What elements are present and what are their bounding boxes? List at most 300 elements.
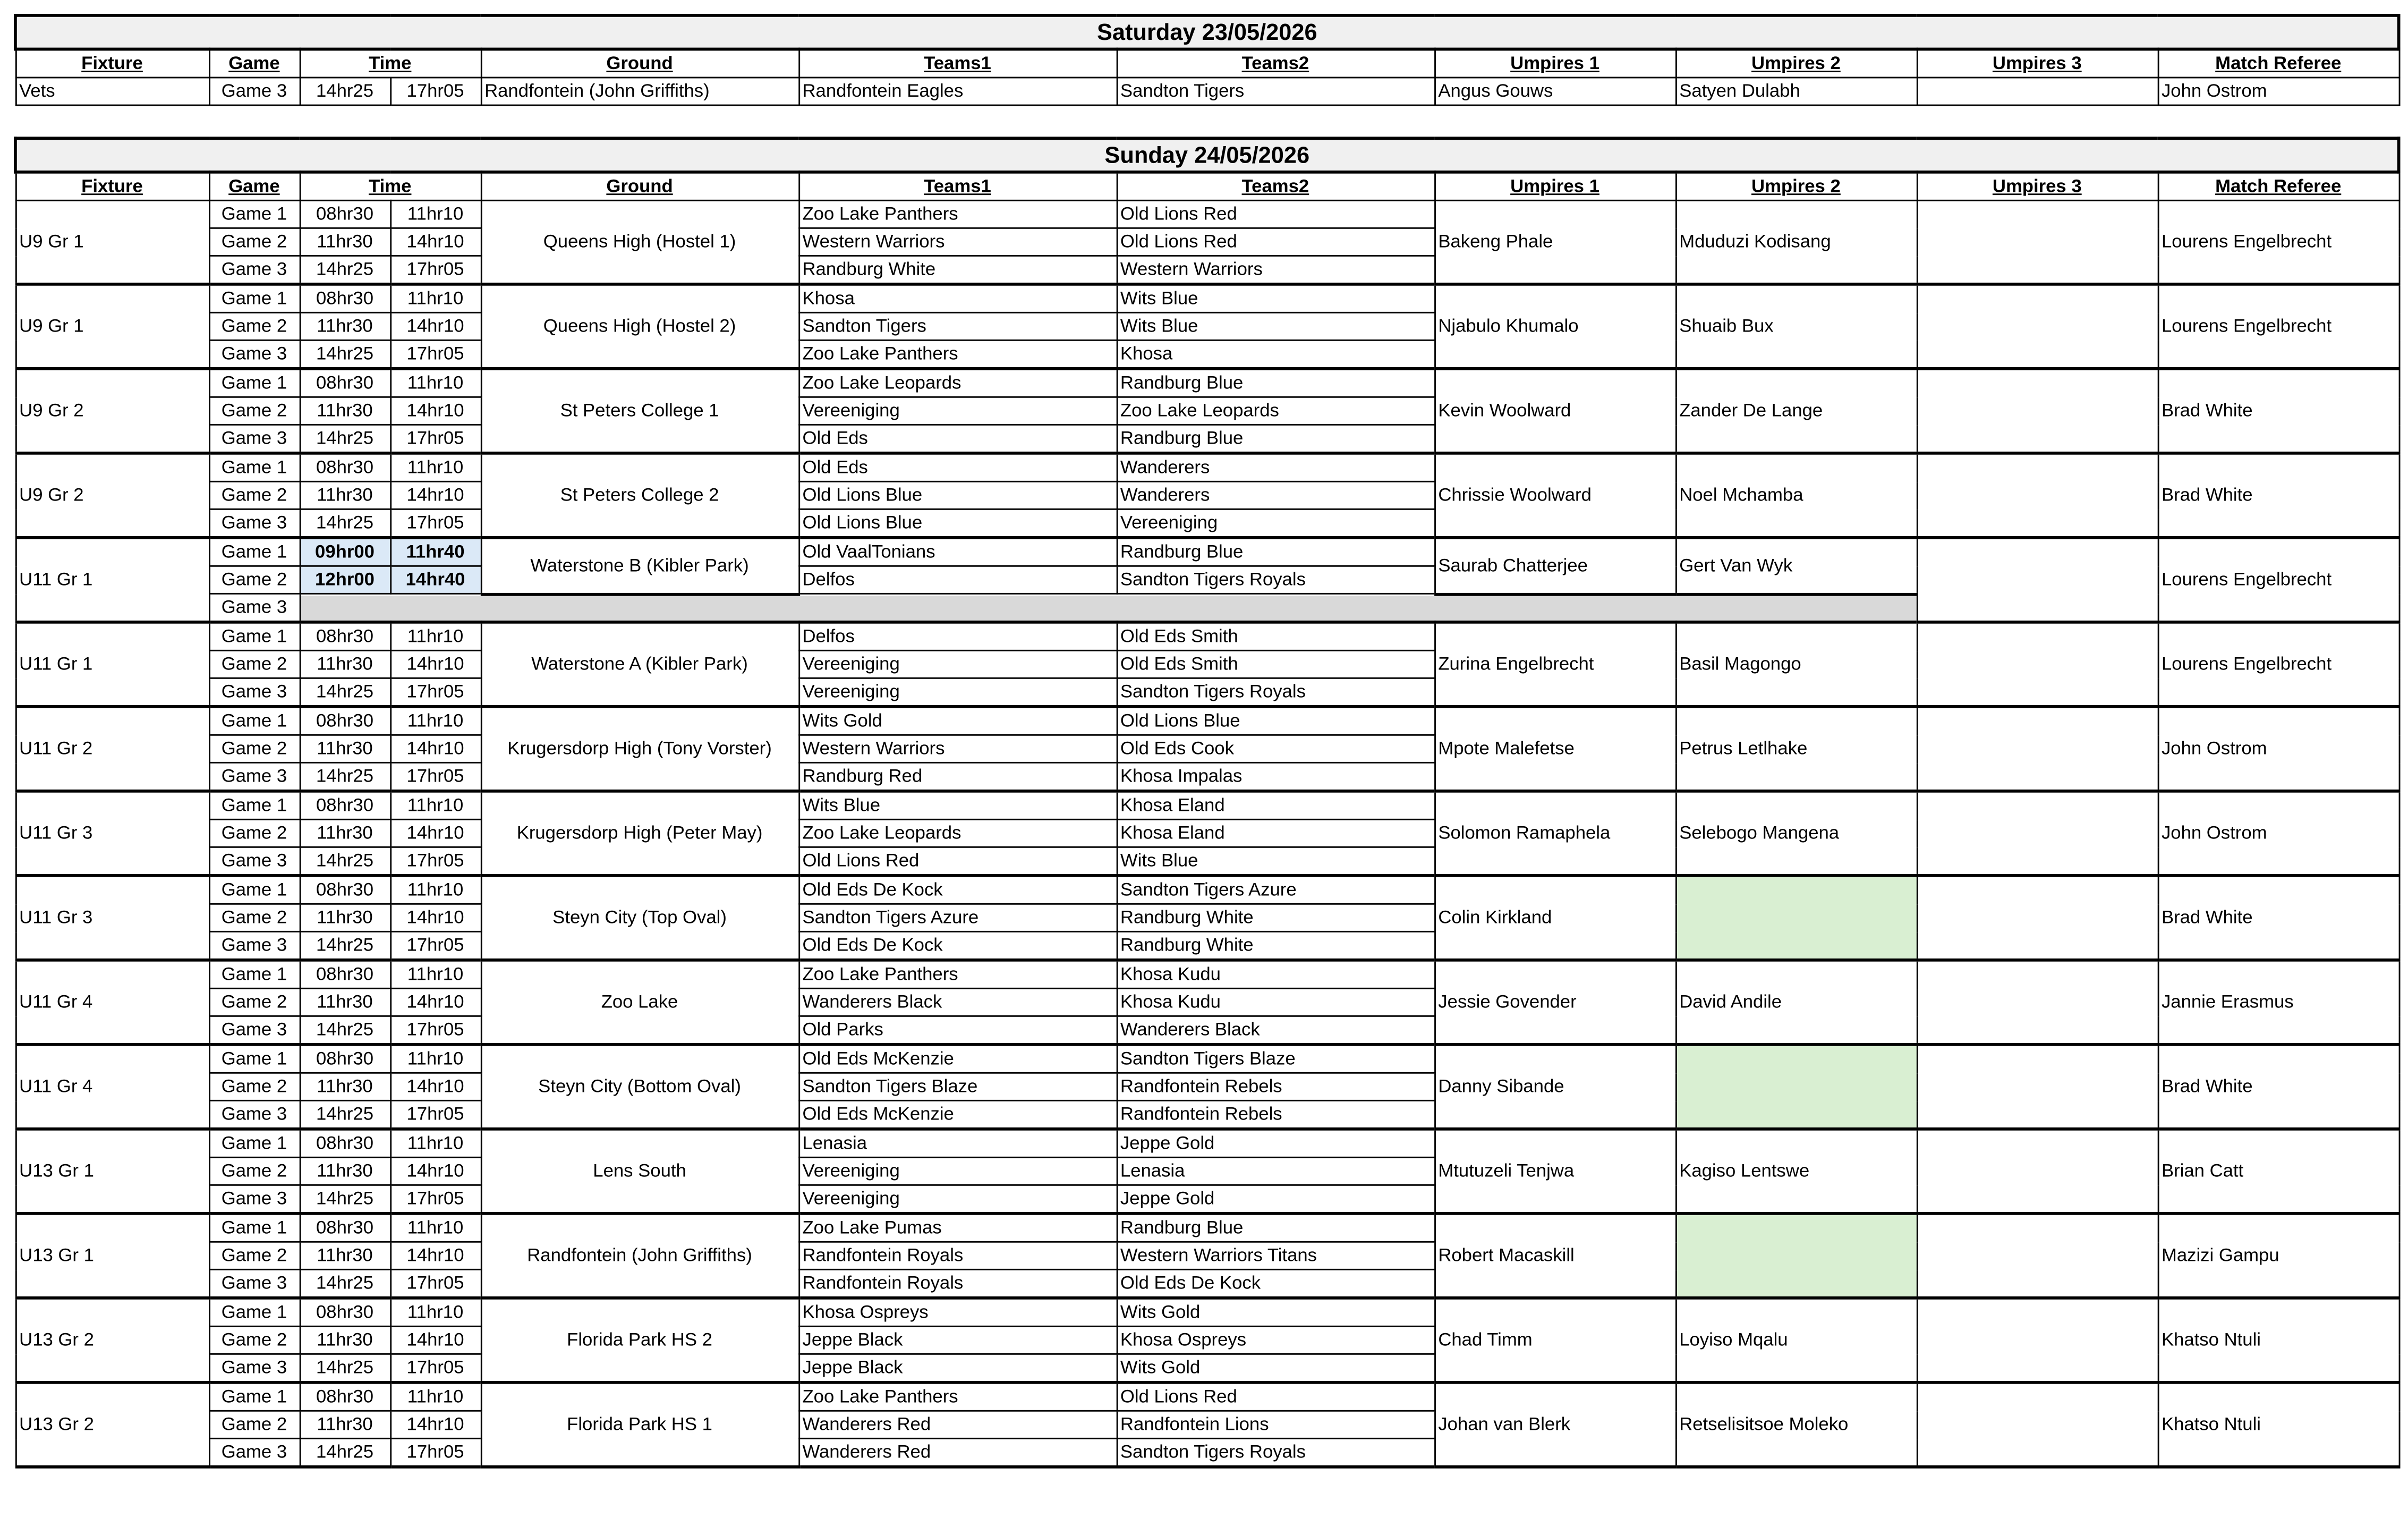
- referee-cell: Lourens Engelbrecht: [2158, 200, 2399, 284]
- ground-cell: Steyn City (Bottom Oval): [481, 1045, 798, 1129]
- end-time-cell: 14hr10: [390, 312, 481, 340]
- start-time-cell: 11hr30: [300, 819, 390, 847]
- ground-cell: Zoo Lake: [481, 960, 798, 1045]
- referee-cell: Brad White: [2158, 876, 2399, 960]
- team1-cell: Randburg Red: [798, 762, 1116, 791]
- umpire1-cell: Chrissie Woolward: [1434, 453, 1675, 538]
- referee-cell: Khatso Ntuli: [2158, 1383, 2399, 1467]
- game-cell: Game 2: [209, 1411, 300, 1438]
- team1-cell: Old Lions Blue: [798, 481, 1116, 509]
- umpire3-cell: [1917, 1214, 2158, 1298]
- column-header: Umpires 3: [1917, 49, 2158, 78]
- fixture-cell: U11 Gr 1: [15, 622, 209, 707]
- start-time-cell: 11hr30: [300, 735, 390, 762]
- fixture-cell: U9 Gr 1: [15, 200, 209, 284]
- team1-cell: Lenasia: [798, 1129, 1116, 1157]
- game-cell: Game 1: [209, 791, 300, 819]
- fixture-cell: U9 Gr 2: [15, 369, 209, 453]
- referee-cell: Khatso Ntuli: [2158, 1298, 2399, 1383]
- end-time-cell: 14hr10: [390, 481, 481, 509]
- start-time-cell: 11hr30: [300, 904, 390, 931]
- team2-cell: Vereeniging: [1117, 509, 1434, 537]
- team2-cell: Randfontein Rebels: [1117, 1073, 1434, 1100]
- game-cell: Game 1: [209, 1383, 300, 1411]
- team2-cell: Wanderers: [1117, 453, 1434, 481]
- team1-cell: Wanderers Black: [798, 988, 1116, 1016]
- table-row: [15, 1129, 2399, 1157]
- fixture-cell: U13 Gr 1: [15, 1129, 209, 1214]
- team2-cell: Old Eds De Kock: [1117, 1269, 1434, 1297]
- referee-cell: Lourens Engelbrecht: [2158, 538, 2399, 622]
- team1-cell: Randfontein Royals: [798, 1269, 1116, 1297]
- umpire3-cell: [1917, 1045, 2158, 1129]
- umpire3-cell: [1917, 1129, 2158, 1214]
- referee-cell: Brian Catt: [2158, 1129, 2399, 1214]
- umpire1-cell: Danny Sibande: [1434, 1045, 1675, 1129]
- end-time-cell: 17hr05: [390, 1438, 481, 1466]
- referee-cell: Lourens Engelbrecht: [2158, 284, 2399, 369]
- team1-cell: Zoo Lake Leopards: [798, 369, 1116, 397]
- end-time-cell: 14hr10: [390, 397, 481, 425]
- umpire3-cell: [1917, 453, 2158, 538]
- umpire3-cell: [1917, 284, 2158, 369]
- team2-cell: Wanderers Black: [1117, 1016, 1434, 1044]
- end-time-cell: 11hr10: [390, 200, 481, 228]
- umpire1-cell: Robert Macaskill: [1434, 1214, 1675, 1298]
- umpire2-cell: [1675, 1214, 1917, 1298]
- referee-cell: Brad White: [2158, 453, 2399, 538]
- team2-cell: Old Lions Red: [1117, 1383, 1434, 1411]
- start-time-cell: 14hr25: [300, 847, 390, 875]
- game-cell: Game 1: [209, 369, 300, 397]
- umpire2-cell: Loyiso Mqalu: [1675, 1298, 1917, 1383]
- end-time-cell: 14hr10: [390, 228, 481, 256]
- game-cell: Game 3: [209, 1438, 300, 1466]
- start-time-cell: 14hr25: [300, 678, 390, 706]
- team1-cell: Sandton Tigers: [798, 312, 1116, 340]
- start-time-cell: 11hr30: [300, 1411, 390, 1438]
- umpire2-cell: Retselisitsoe Moleko: [1675, 1383, 1917, 1467]
- header-row: [15, 49, 2399, 78]
- referee-cell: Jannie Erasmus: [2158, 960, 2399, 1045]
- fixture-cell: U11 Gr 1: [15, 538, 209, 622]
- start-time-cell: 11hr30: [300, 481, 390, 509]
- end-time-cell: 11hr10: [390, 284, 481, 312]
- start-time-cell: 14hr25: [300, 1185, 390, 1213]
- start-time-cell: 08hr30: [300, 1045, 390, 1073]
- ground-cell: Florida Park HS 1: [481, 1383, 798, 1467]
- team2-cell: Khosa Eland: [1117, 819, 1434, 847]
- column-header: Umpires 2: [1675, 172, 1917, 200]
- umpire1-cell: Njabulo Khumalo: [1434, 284, 1675, 369]
- team1-cell: Delfos: [798, 566, 1116, 593]
- team1-cell: Old Eds: [798, 425, 1116, 453]
- game-cell: Game 2: [209, 228, 300, 256]
- column-header: Umpires 1: [1434, 172, 1675, 200]
- game-cell: Game 1: [209, 1298, 300, 1326]
- column-header: Game: [209, 172, 300, 200]
- column-header: Teams2: [1117, 49, 1434, 78]
- team1-cell: Randfontein Eagles: [798, 78, 1116, 105]
- end-time-cell: 17hr05: [390, 256, 481, 284]
- end-time-cell: 17hr05: [390, 1185, 481, 1213]
- umpire2-cell: [1675, 876, 1917, 960]
- umpire3-cell: [1917, 1298, 2158, 1383]
- umpire2-cell: Shuaib Bux: [1675, 284, 1917, 369]
- team2-cell: Wits Blue: [1117, 847, 1434, 875]
- table-row: [15, 538, 2399, 566]
- team2-cell: Wits Gold: [1117, 1354, 1434, 1382]
- team2-cell: Jeppe Gold: [1117, 1185, 1434, 1213]
- empty-slot-cell: [300, 593, 1917, 622]
- start-time-cell: 11hr30: [300, 1242, 390, 1269]
- column-header: Teams1: [798, 172, 1116, 200]
- referee-cell: Lourens Engelbrecht: [2158, 622, 2399, 707]
- game-cell: Game 3: [209, 762, 300, 791]
- team2-cell: Old Eds Smith: [1117, 622, 1434, 650]
- end-time-cell: 17hr05: [390, 340, 481, 368]
- game-cell: Game 2: [209, 1326, 300, 1354]
- ground-cell: Steyn City (Top Oval): [481, 876, 798, 960]
- column-header: Teams1: [798, 49, 1116, 78]
- team1-cell: Randfontein Royals: [798, 1242, 1116, 1269]
- table-row: [15, 284, 2399, 312]
- team2-cell: Khosa Kudu: [1117, 960, 1434, 988]
- team1-cell: Old Lions Red: [798, 847, 1116, 875]
- end-time-cell: 17hr05: [390, 847, 481, 875]
- start-time-cell: 08hr30: [300, 1214, 390, 1242]
- team2-cell: Randburg White: [1117, 931, 1434, 960]
- start-time-cell: 08hr30: [300, 707, 390, 735]
- team1-cell: Jeppe Black: [798, 1354, 1116, 1382]
- team1-cell: Zoo Lake Leopards: [798, 819, 1116, 847]
- team2-cell: Randburg Blue: [1117, 1214, 1434, 1242]
- fixture-cell: U11 Gr 3: [15, 876, 209, 960]
- end-time-cell: 14hr10: [390, 1073, 481, 1100]
- column-header: Umpires 2: [1675, 49, 1917, 78]
- column-header: Ground: [481, 172, 798, 200]
- team1-cell: Zoo Lake Panthers: [798, 960, 1116, 988]
- end-time-cell: 11hr10: [390, 1214, 481, 1242]
- team1-cell: Old Eds McKenzie: [798, 1100, 1116, 1129]
- end-time-cell: 17hr05: [390, 762, 481, 791]
- ground-cell: Krugersdorp High (Peter May): [481, 791, 798, 876]
- game-cell: Game 2: [209, 904, 300, 931]
- end-time-cell: 14hr10: [390, 650, 481, 678]
- game-cell: Game 1: [209, 1214, 300, 1242]
- umpire2-cell: Basil Magongo: [1675, 622, 1917, 707]
- end-time-cell: 17hr05: [390, 678, 481, 706]
- ground-cell: Lens South: [481, 1129, 798, 1214]
- table-row: [15, 78, 2399, 105]
- umpire1-cell: Zurina Engelbrecht: [1434, 622, 1675, 707]
- umpire2-cell: Noel Mchamba: [1675, 453, 1917, 538]
- team1-cell: Old VaalTonians: [798, 538, 1116, 566]
- start-time-cell: 11hr30: [300, 228, 390, 256]
- start-time-cell: 11hr30: [300, 1157, 390, 1185]
- game-cell: Game 2: [209, 735, 300, 762]
- game-cell: Game 3: [209, 1016, 300, 1044]
- team2-cell: Western Warriors: [1117, 256, 1434, 284]
- start-time-cell: 14hr25: [300, 762, 390, 791]
- umpire3-cell: [1917, 622, 2158, 707]
- game-cell: Game 3: [209, 1100, 300, 1129]
- game-cell: Game 3: [209, 78, 300, 105]
- start-time-cell: 11hr30: [300, 1073, 390, 1100]
- referee-cell: Brad White: [2158, 1045, 2399, 1129]
- day-title: Sunday 24/05/2026: [15, 138, 2399, 172]
- team1-cell: Old Eds: [798, 453, 1116, 481]
- table-row: [15, 622, 2399, 650]
- umpire1-cell: Angus Gouws: [1434, 78, 1675, 105]
- header-row: [15, 172, 2399, 200]
- game-cell: Game 1: [209, 200, 300, 228]
- ground-cell: Waterstone B (Kibler Park): [481, 538, 798, 594]
- game-cell: Game 1: [209, 1045, 300, 1073]
- end-time-cell: 11hr10: [390, 453, 481, 481]
- ground-cell: Florida Park HS 2: [481, 1298, 798, 1383]
- start-time-cell: 09hr00: [300, 538, 390, 566]
- end-time-cell: 17hr05: [390, 425, 481, 453]
- end-time-cell: 17hr05: [390, 1269, 481, 1297]
- umpire2-cell: David Andile: [1675, 960, 1917, 1045]
- umpire3-cell: [1917, 1383, 2158, 1467]
- table-row: [15, 1045, 2399, 1073]
- start-time-cell: 08hr30: [300, 1129, 390, 1157]
- end-time-cell: 14hr10: [390, 819, 481, 847]
- end-time-cell: 14hr10: [390, 1411, 481, 1438]
- ground-cell: Krugersdorp High (Tony Vorster): [481, 707, 798, 791]
- team2-cell: Wits Blue: [1117, 312, 1434, 340]
- game-cell: Game 3: [209, 425, 300, 453]
- start-time-cell: 14hr25: [300, 931, 390, 960]
- column-header: Fixture: [15, 49, 209, 78]
- start-time-cell: 14hr25: [300, 340, 390, 368]
- table-row: [15, 876, 2399, 904]
- fixture-cell: U9 Gr 2: [15, 453, 209, 538]
- game-cell: Game 3: [209, 1269, 300, 1297]
- column-header: Umpires 1: [1434, 49, 1675, 78]
- umpire1-cell: Jessie Govender: [1434, 960, 1675, 1045]
- end-time-cell: 14hr10: [390, 1326, 481, 1354]
- game-cell: Game 1: [209, 876, 300, 904]
- day-title: Saturday 23/05/2026: [15, 15, 2399, 49]
- table-row: [15, 1383, 2399, 1411]
- start-time-cell: 08hr30: [300, 960, 390, 988]
- game-cell: Game 2: [209, 312, 300, 340]
- saturday-table: [14, 14, 2401, 106]
- umpire2-cell: Kagiso Lentswe: [1675, 1129, 1917, 1214]
- umpire1-cell: Colin Kirkland: [1434, 876, 1675, 960]
- umpire2-cell: Selebogo Mangena: [1675, 791, 1917, 876]
- fixture-cell: U11 Gr 4: [15, 960, 209, 1045]
- team1-cell: Old Eds De Kock: [798, 876, 1116, 904]
- end-time-cell: 17hr05: [390, 1100, 481, 1129]
- umpire1-cell: Saurab Chatterjee: [1434, 538, 1675, 594]
- end-time-cell: 14hr10: [390, 1157, 481, 1185]
- end-time-cell: 17hr05: [390, 1354, 481, 1382]
- game-cell: Game 1: [209, 453, 300, 481]
- game-cell: Game 1: [209, 622, 300, 650]
- ground-cell: St Peters College 1: [481, 369, 798, 453]
- game-cell: Game 1: [209, 707, 300, 735]
- start-time-cell: 08hr30: [300, 369, 390, 397]
- team1-cell: Vereeniging: [798, 678, 1116, 706]
- start-time-cell: 14hr25: [300, 1354, 390, 1382]
- umpire1-cell: Bakeng Phale: [1434, 200, 1675, 284]
- start-time-cell: 14hr25: [300, 509, 390, 537]
- game-cell: Game 1: [209, 284, 300, 312]
- umpire3-cell: [1917, 876, 2158, 960]
- game-cell: Game 1: [209, 538, 300, 566]
- team1-cell: Vereeniging: [798, 1157, 1116, 1185]
- end-time-cell: 14hr10: [390, 904, 481, 931]
- game-cell: Game 2: [209, 1073, 300, 1100]
- start-time-cell: 11hr30: [300, 1326, 390, 1354]
- team2-cell: Randburg Blue: [1117, 369, 1434, 397]
- end-time-cell: 11hr10: [390, 1298, 481, 1326]
- team2-cell: Randburg White: [1117, 904, 1434, 931]
- start-time-cell: 08hr30: [300, 284, 390, 312]
- start-time-cell: 08hr30: [300, 453, 390, 481]
- fixture-cell: U13 Gr 2: [15, 1298, 209, 1383]
- team1-cell: Wanderers Red: [798, 1411, 1116, 1438]
- game-cell: Game 3: [209, 847, 300, 875]
- umpire2-cell: Zander De Lange: [1675, 369, 1917, 453]
- start-time-cell: 11hr30: [300, 312, 390, 340]
- game-cell: Game 2: [209, 650, 300, 678]
- team1-cell: Sandton Tigers Blaze: [798, 1073, 1116, 1100]
- fixture-cell: U11 Gr 4: [15, 1045, 209, 1129]
- team2-cell: Jeppe Gold: [1117, 1129, 1434, 1157]
- team2-cell: Old Eds Cook: [1117, 735, 1434, 762]
- referee-cell: John Ostrom: [2158, 707, 2399, 791]
- team1-cell: Zoo Lake Panthers: [798, 1383, 1116, 1411]
- team1-cell: Old Lions Blue: [798, 509, 1116, 537]
- team1-cell: Zoo Lake Panthers: [798, 340, 1116, 368]
- end-time-cell: 11hr10: [390, 1045, 481, 1073]
- game-cell: Game 3: [209, 1354, 300, 1382]
- team2-cell: Randfontein Lions: [1117, 1411, 1434, 1438]
- ground-cell: Waterstone A (Kibler Park): [481, 622, 798, 707]
- end-time-cell: 17hr05: [390, 931, 481, 960]
- start-time-cell: 14hr25: [300, 425, 390, 453]
- umpire3-cell: [1917, 78, 2158, 105]
- column-header: Ground: [481, 49, 798, 78]
- team2-cell: Wanderers: [1117, 481, 1434, 509]
- fixture-cell: U11 Gr 2: [15, 707, 209, 791]
- team2-cell: Randfontein Rebels: [1117, 1100, 1434, 1129]
- end-time-cell: 11hr10: [390, 1383, 481, 1411]
- fixture-cell: U9 Gr 1: [15, 284, 209, 369]
- team1-cell: Vereeniging: [798, 397, 1116, 425]
- team2-cell: Khosa Eland: [1117, 791, 1434, 819]
- referee-cell: Mazizi Gampu: [2158, 1214, 2399, 1298]
- end-time-cell: 17hr05: [390, 78, 481, 105]
- team2-cell: Khosa Kudu: [1117, 988, 1434, 1016]
- referee-cell: John Ostrom: [2158, 791, 2399, 876]
- umpire3-cell: [1917, 538, 2158, 622]
- table-row: [15, 1298, 2399, 1326]
- end-time-cell: 11hr10: [390, 622, 481, 650]
- umpire3-cell: [1917, 960, 2158, 1045]
- team1-cell: Wits Gold: [798, 707, 1116, 735]
- table-row: [15, 960, 2399, 988]
- team2-cell: Wits Blue: [1117, 284, 1434, 312]
- end-time-cell: 11hr10: [390, 876, 481, 904]
- column-header: Match Referee: [2158, 49, 2399, 78]
- end-time-cell: 11hr10: [390, 1129, 481, 1157]
- game-cell: Game 2: [209, 1157, 300, 1185]
- end-time-cell: 17hr05: [390, 1016, 481, 1044]
- game-cell: Game 3: [209, 593, 300, 622]
- column-header: Time: [300, 49, 481, 78]
- referee-cell: John Ostrom: [2158, 78, 2399, 105]
- ground-cell: Queens High (Hostel 2): [481, 284, 798, 369]
- umpire2-cell: Petrus Letlhake: [1675, 707, 1917, 791]
- sunday-table: [14, 137, 2401, 1468]
- team1-cell: Jeppe Black: [798, 1326, 1116, 1354]
- umpire1-cell: Mpote Malefetse: [1434, 707, 1675, 791]
- column-header: Teams2: [1117, 172, 1434, 200]
- ground-cell: Randfontein (John Griffiths): [481, 1214, 798, 1298]
- column-header: Game: [209, 49, 300, 78]
- game-cell: Game 3: [209, 678, 300, 706]
- start-time-cell: 14hr25: [300, 78, 390, 105]
- start-time-cell: 11hr30: [300, 397, 390, 425]
- start-time-cell: 08hr30: [300, 876, 390, 904]
- team1-cell: Zoo Lake Pumas: [798, 1214, 1116, 1242]
- end-time-cell: 11hr10: [390, 791, 481, 819]
- game-cell: Game 3: [209, 256, 300, 284]
- end-time-cell: 11hr10: [390, 369, 481, 397]
- end-time-cell: 11hr10: [390, 707, 481, 735]
- start-time-cell: 08hr30: [300, 791, 390, 819]
- start-time-cell: 14hr25: [300, 1269, 390, 1297]
- team2-cell: Randburg Blue: [1117, 425, 1434, 453]
- table-row: [15, 200, 2399, 228]
- ground-cell: Queens High (Hostel 1): [481, 200, 798, 284]
- game-cell: Game 2: [209, 481, 300, 509]
- team2-cell: Western Warriors Titans: [1117, 1242, 1434, 1269]
- game-cell: Game 1: [209, 960, 300, 988]
- umpire1-cell: Solomon Ramaphela: [1434, 791, 1675, 876]
- end-time-cell: 14hr10: [390, 1242, 481, 1269]
- team1-cell: Old Parks: [798, 1016, 1116, 1044]
- team2-cell: Old Lions Red: [1117, 228, 1434, 256]
- team1-cell: Zoo Lake Panthers: [798, 200, 1116, 228]
- team1-cell: Wanderers Red: [798, 1438, 1116, 1466]
- team2-cell: Old Lions Red: [1117, 200, 1434, 228]
- start-time-cell: 11hr30: [300, 988, 390, 1016]
- team1-cell: Vereeniging: [798, 1185, 1116, 1213]
- start-time-cell: 14hr25: [300, 1100, 390, 1129]
- start-time-cell: 08hr30: [300, 1383, 390, 1411]
- game-cell: Game 3: [209, 1185, 300, 1213]
- game-cell: Game 1: [209, 1129, 300, 1157]
- end-time-cell: 14hr10: [390, 735, 481, 762]
- umpire2-cell: Gert Van Wyk: [1675, 538, 1917, 594]
- umpire1-cell: Chad Timm: [1434, 1298, 1675, 1383]
- start-time-cell: 14hr25: [300, 1016, 390, 1044]
- team2-cell: Sandton Tigers: [1117, 78, 1434, 105]
- team1-cell: Western Warriors: [798, 735, 1116, 762]
- end-time-cell: 14hr10: [390, 988, 481, 1016]
- start-time-cell: 08hr30: [300, 1298, 390, 1326]
- umpire3-cell: [1917, 707, 2158, 791]
- end-time-cell: 14hr40: [390, 566, 481, 593]
- umpire1-cell: Kevin Woolward: [1434, 369, 1675, 453]
